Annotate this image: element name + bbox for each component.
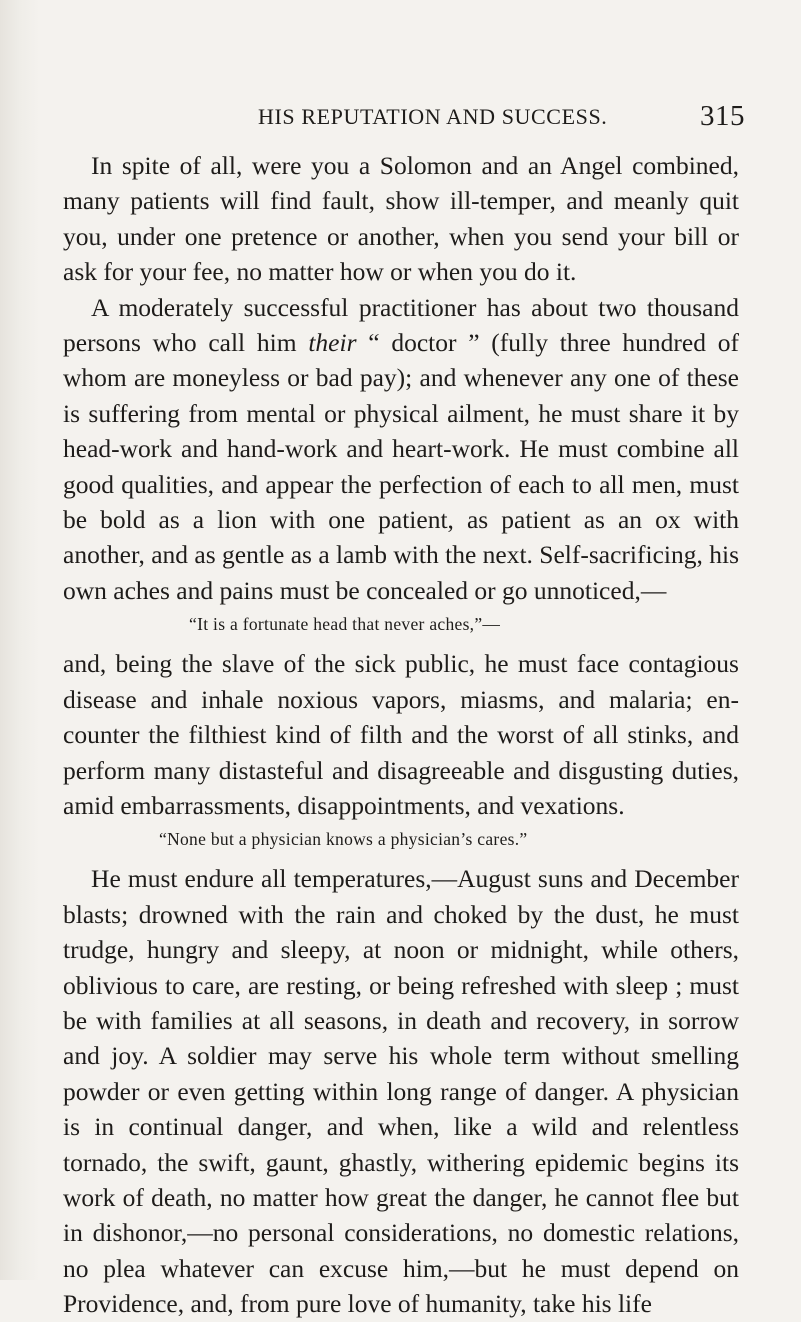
running-head: HIS REPUTATION AND SUCCESS. [258,104,608,129]
paragraph-2-text-a: A moderately successful practitioner has about two thousand persons who call him [63,292,739,358]
paragraph-4: He must endure all temperatures,—August suns and December blasts; drowned with the rain and choked by the dust, he must trudge, hungry and sleepy, at noon or midnight, while others, oblivious to care, are resting, or being refreshed with sleep ; must be with families at all seasons, in death and recovery, in sorrow and joy. A soldier may serve his whole term without smelling powder or even getting within long range of danger. A physician is in continual danger, and when, like a wild and relentless tornado, the swift, gaunt, ghastly, withering epidemic begins its work of death, no matter how great the danger, he cannot flee but in dishonor,—no personal considerations, no domestic relations, no plea whatever can excuse him,—but he must depend on Providence, and, from pure love of humanity, take his life [63,864,739,1319]
paragraph-2 [63,290,739,609]
page-edge-shadow [0,0,40,1280]
paragraph-2-text-b: “ doctor ” (fully three hundred of whom are moneyless or bad pay); and whenever any one of these is suffering from mental or physical ailment, he must share it by head-work and hand-work and heart-work. He must combine all good qualities, and appear the perfection of each to all men, must be bold as a lion with one patient, as patient as an ox with another, and as gentle as a lamb with the next. Self-sacrificing, his own aches and pains must be concealed or go unnoticed,— [63,328,739,605]
paragraph-2-italic: their [308,328,357,358]
body-text [63,148,739,1322]
quote-1: “It is a fortunate head that never aches,”— [189,614,501,635]
paragraph-3: and, being the slave of the sick public, he must face contagious disease and inhale noxious vapors, miasms, and malaria; encounter the filthiest kind of filth and the worst of all stinks, and perform many distasteful and disagreeable and disgusting duties, amid embarrassments, disappointments, and vexations. [63,649,739,820]
page-number: 315 [700,100,745,132]
paragraph-1: In spite of all, were you a Solomon and an Angel combined, many patients will find fault, show ill-temper, and meanly quit you, under one pretence or another, when you send your bill or ask for your fee, no matter how or when you do it. [63,151,739,287]
quote-2: “None but a physician knows a physician’s cares.” [159,829,528,850]
